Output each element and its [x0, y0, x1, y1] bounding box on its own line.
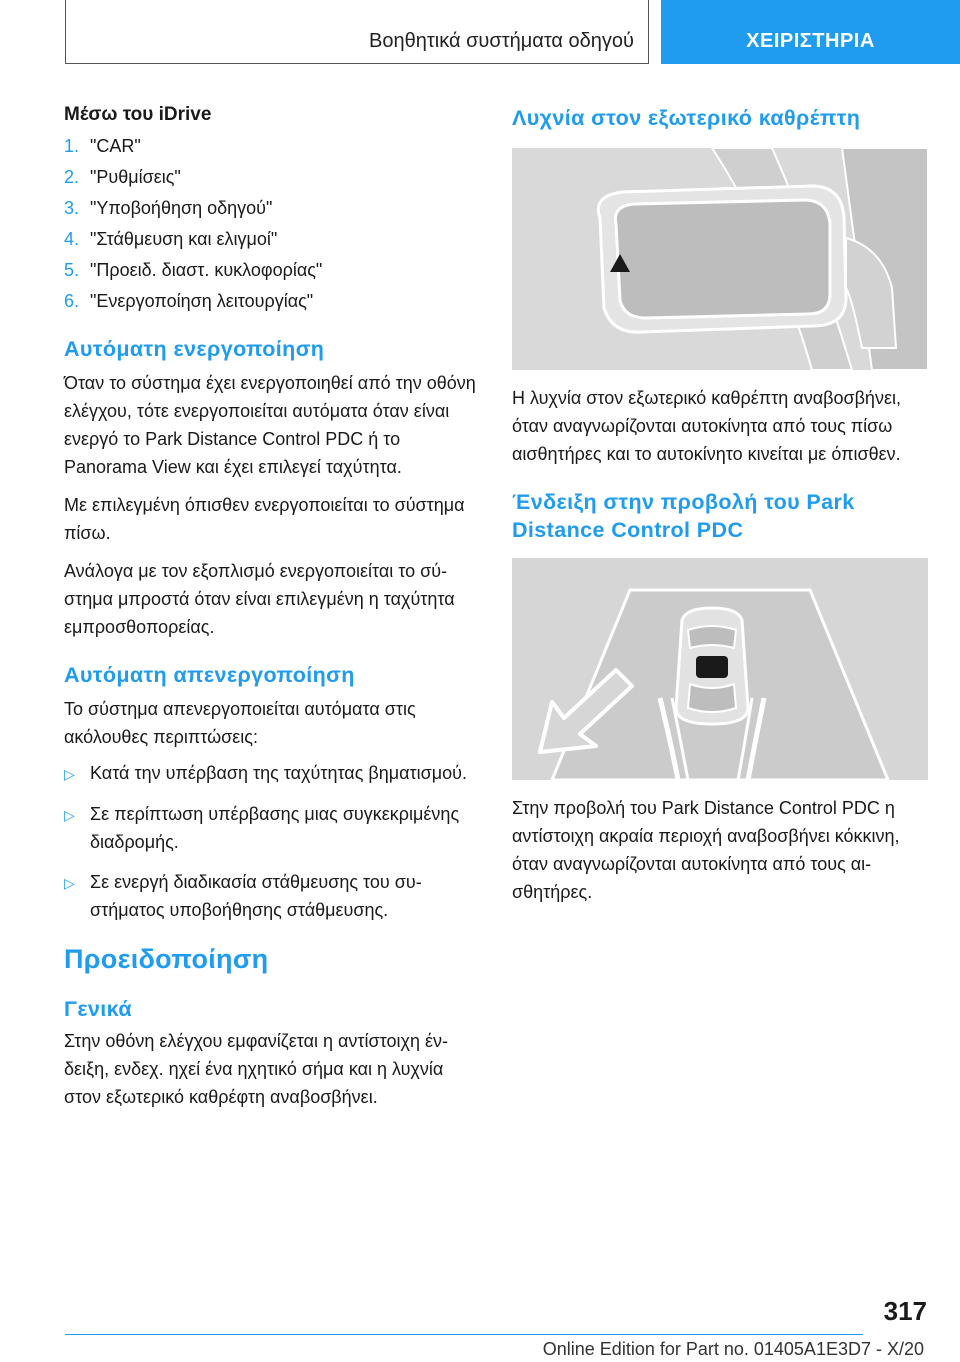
list-item — [64, 800, 480, 856]
car-icon — [676, 608, 748, 724]
footer-divider — [65, 1334, 863, 1335]
side-mirror-drawing — [512, 148, 928, 370]
auto-activation-text-1: Όταν το σύστημα έχει ενεργοποιηθεί από την οθόνη ελέγχου, τότε ενεργοποιείται αυτόματα όταν είναι ενεργό το Park Distance Control PDC ή το Panorama View και έχει επιλεγεί ταχύτητα. — [64, 373, 476, 477]
step-number: 5. — [64, 260, 80, 280]
triangle-right-outline-icon: ▷ — [64, 807, 75, 823]
auto-deactivation-title: Αυτόματη απενεργοποίηση — [64, 663, 355, 687]
step-number: 2. — [64, 167, 80, 187]
auto-activation-text-3: Ανάλογα με τον εξοπλισμό ενεργοποιείται το σύστημα μπροστά όταν είναι επιλεγμένη η ταχύτητα εμπροσθοπορείας. — [64, 561, 455, 637]
step-number: 6. — [64, 291, 80, 311]
warning-title: Προειδοποίηση — [64, 944, 269, 974]
pdc-view-drawing — [512, 558, 928, 780]
pdc-display-title: Ένδειξη στην προβολή του Park Distance Control PDC — [512, 490, 855, 542]
list-item-text: Κατά την υπέρβαση της ταχύτητας βηματισμού. — [90, 763, 467, 783]
header-chapter-tab — [661, 0, 960, 64]
step-number: 1. — [64, 136, 80, 156]
step-text: "Προειδ. διαστ. κυκλοφορίας" — [90, 260, 323, 280]
mirror-light-text: Η λυχνία στον εξωτερικό καθρέπτη αναβοσβήνει, όταν αναγνωρίζονται αυτοκίνητα από τους πίσω αισθητήρες και το αυτοκίνητο κινείται με όπισθεν. — [512, 388, 901, 464]
step-item — [64, 165, 480, 189]
step-text: "Ενεργοποίηση λειτουργίας" — [90, 291, 314, 311]
header-chapter-label: ΧΕΙΡΙΣΤΗΡΙΑ — [746, 30, 875, 52]
left-column — [64, 104, 480, 1111]
footer-edition: Online Edition for Part no. 01405A1E3D7 - X/20 — [542, 1339, 924, 1359]
triangle-right-outline-icon: ▷ — [64, 766, 75, 782]
pdc-illustration — [512, 558, 928, 780]
step-text: "Ρυθμίσεις" — [90, 167, 181, 187]
step-item — [64, 134, 480, 158]
header-section-box — [65, 0, 649, 64]
step-item — [64, 196, 480, 220]
right-column — [512, 104, 928, 906]
triangle-right-outline-icon: ▷ — [64, 875, 75, 891]
step-text: "Υποβοήθηση οδηγού" — [90, 198, 273, 218]
header-section-title: Βοηθητικά συστήματα οδηγού — [369, 30, 634, 52]
pdc-display-text: Στην προβολή του Park Distance Control PDC η αντίστοιχη ακραία περιοχή αναβοσβήνει κόκκινη, όταν αναγνωρίζονται αυτοκίνητα από τους αισθητήρες. — [512, 798, 900, 902]
deactivation-conditions — [64, 759, 480, 924]
step-item — [64, 258, 480, 282]
page-header — [65, 0, 960, 64]
step-number: 3. — [64, 198, 80, 218]
list-item-text: Σε περίπτωση υπέρβασης μιας συγκεκριμένης διαδρομής. — [90, 804, 460, 852]
auto-activation-text-2: Με επιλεγμένη όπισθεν ενεργοποιείται το σύστημα πίσω. — [64, 495, 465, 543]
step-item — [64, 289, 480, 313]
idrive-heading: Μέσω του iDrive — [64, 104, 212, 125]
auto-deactivation-text: Το σύστημα απενεργοποιείται αυτόματα στις ακόλουθες περιπτώσεις: — [64, 699, 416, 747]
auto-activation-title: Αυτόματη ενεργοποίηση — [64, 337, 325, 361]
idrive-steps — [64, 134, 480, 313]
list-item — [64, 868, 480, 924]
step-item — [64, 227, 480, 251]
step-text: "CAR" — [90, 136, 141, 156]
mirror-light-title: Λυχνία στον εξωτερικό καθρέπτη — [512, 106, 861, 130]
page-number: 317 — [883, 1296, 927, 1326]
general-text: Στην οθόνη ελέγχου εμφανίζεται η αντίστοιχη ένδειξη, ενδεχ. ηχεί ένα ηχητικό σήμα και η λυχνία στον εξωτερικό καθρέφτη αναβοσβήνει. — [64, 1031, 448, 1107]
step-text: "Στάθμευση και ελιγμοί" — [90, 229, 278, 249]
general-title: Γενικά — [64, 997, 132, 1021]
mirror-illustration — [512, 148, 928, 370]
list-item — [64, 759, 480, 788]
list-item-text: Σε ενεργή διαδικασία στάθμευσης του συστήματος υποβοήθησης στάθμευσης. — [90, 872, 422, 920]
step-number: 4. — [64, 229, 80, 249]
